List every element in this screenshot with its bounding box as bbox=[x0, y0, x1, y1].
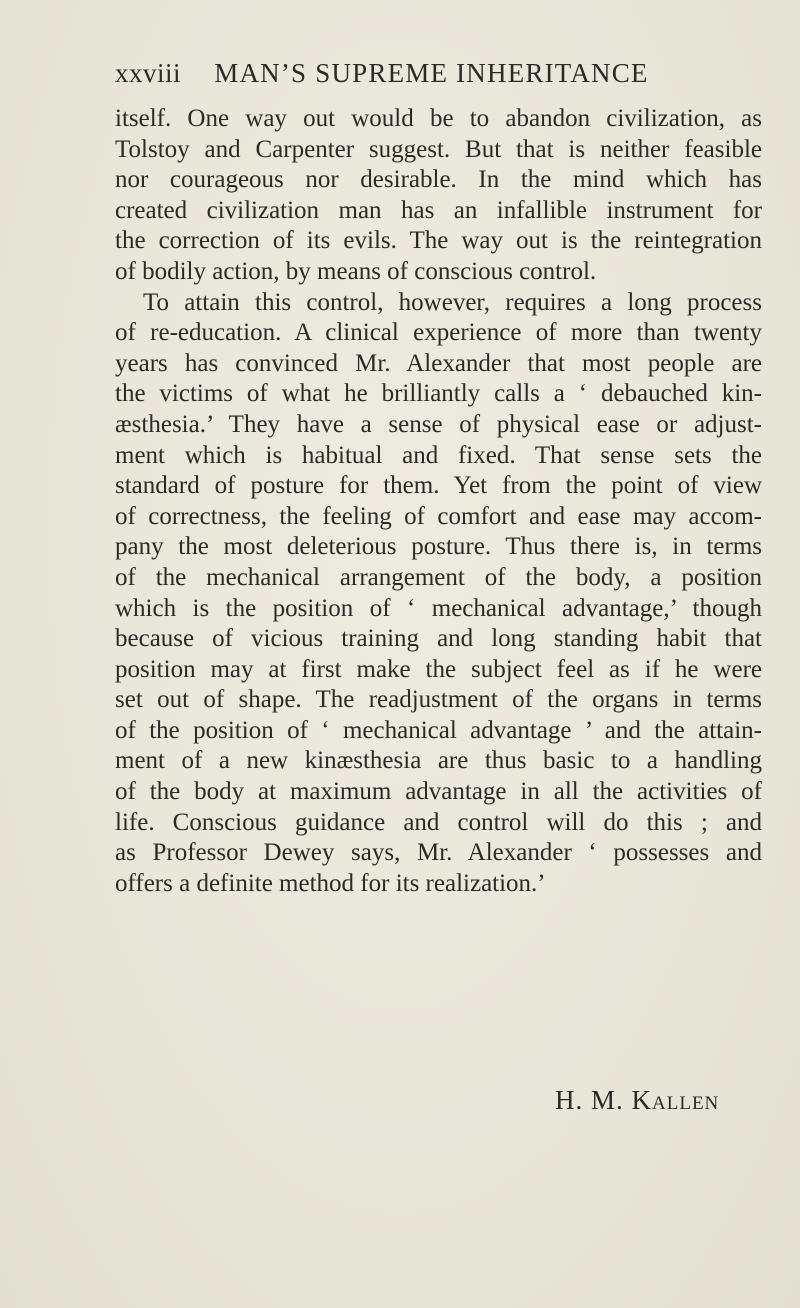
text-line: as Professor Dewey says, Mr. Alexander ‘ possesses and bbox=[115, 839, 762, 867]
text-line: because of vicious training and long standing habit that bbox=[115, 625, 762, 653]
text-line: standard of posture for them. Yet from the point of view bbox=[115, 472, 762, 500]
text-line: nor courageous nor desirable. In the mind which has bbox=[115, 166, 762, 194]
text-line: itself. One way out would be to abandon civilization, as bbox=[115, 105, 762, 132]
text-line: of bodily action, by means of conscious control. bbox=[115, 257, 597, 285]
text-line: of re-education. A clinical experience of more than twenty bbox=[115, 319, 762, 347]
running-head: MAN’S SUPREME INHERITANCE bbox=[214, 58, 649, 88]
author-signature bbox=[555, 1085, 755, 1116]
text-line: ment of a new kinæsthesia are thus basic to a handling bbox=[115, 747, 762, 775]
page-header bbox=[115, 58, 715, 98]
text-line: set out of shape. The readjustment of the organs in terms bbox=[115, 686, 762, 714]
text-line: years has convinced Mr. Alexander that most people are bbox=[115, 349, 762, 377]
text-line: the correction of its evils. The way out is the reintegration bbox=[115, 227, 762, 255]
text-line: of the position of ‘ mechanical advantage ’ and the attain- bbox=[115, 716, 762, 744]
text-line: the victims of what he brilliantly calls a ‘ debauched kin- bbox=[115, 380, 762, 408]
author-surname: Kallen bbox=[631, 1085, 720, 1115]
text-line: of the body at maximum advantage in all the activities of bbox=[115, 778, 762, 806]
page-number: xxviii bbox=[115, 58, 182, 88]
text-line: which is the position of ‘ mechanical advantage,’ though bbox=[115, 594, 762, 622]
body-text bbox=[115, 104, 762, 899]
author-initials: H. M. bbox=[555, 1085, 624, 1115]
text-line: of correctness, the feeling of comfort and ease may accom- bbox=[115, 502, 762, 530]
text-line: offers a definite method for its realization.’ bbox=[115, 869, 546, 897]
text-line: created civilization man has an infallible instrument for bbox=[115, 196, 762, 224]
text-line: Tolstoy and Carpenter suggest. But that is neither feasible bbox=[115, 135, 762, 163]
text-line: of the mechanical arrangement of the body, a position bbox=[115, 563, 762, 591]
text-line: life. Conscious guidance and control will do this ; and bbox=[115, 808, 762, 836]
text-line: To attain this control, however, requires a long process bbox=[143, 288, 762, 316]
text-line: ment which is habitual and fixed. That sense sets the bbox=[115, 441, 762, 469]
text-line: pany the most deleterious posture. Thus there is, in terms bbox=[115, 533, 762, 561]
text-line: æsthesia.’ They have a sense of physical ease or adjust- bbox=[115, 410, 762, 438]
text-line: position may at first make the subject feel as if he were bbox=[115, 655, 762, 683]
